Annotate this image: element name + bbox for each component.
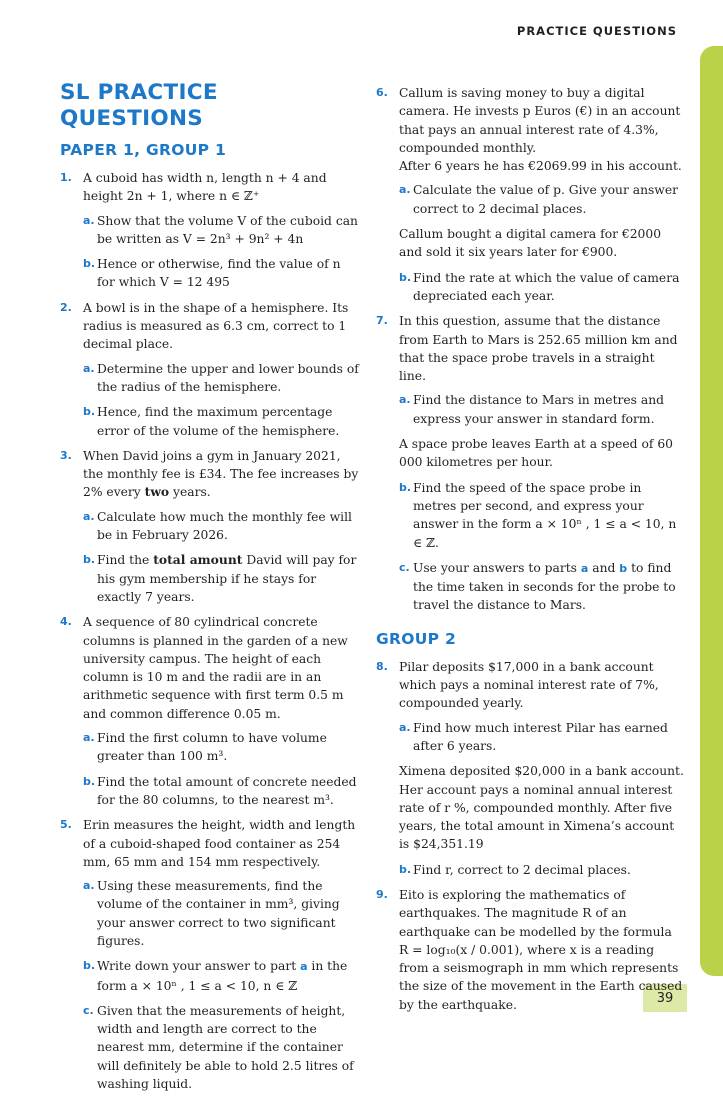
question-8-part-b	[376, 861, 684, 879]
part-text: Given that the measurements of height, width and length are correct to the nearest mm, determine if the container will definitely be able to hold 2.5 litres of washing liquid.	[97, 1003, 354, 1092]
part-label: a.	[399, 720, 411, 734]
question-stem: Pilar deposits $17,000 in a bank account which pays a nominal interest rate of 7%, compounded yearly.	[399, 659, 659, 711]
part-label: b.	[399, 862, 412, 876]
question-stem-end: years.	[169, 485, 211, 500]
question-stem: A cuboid has width n, length n + 4 and height 2n + 1, where n ∈ ℤ⁺	[83, 171, 327, 204]
part-text: Find the distance to Mars in metres and express your answer in standard form.	[413, 393, 665, 426]
part-text: Use your answers to parts	[413, 560, 581, 575]
question-6-part-a	[376, 181, 684, 218]
part-reference-b: b	[619, 561, 628, 575]
question-number: 4.	[60, 615, 72, 629]
part-label: b.	[399, 270, 412, 284]
part-label: a.	[399, 393, 411, 407]
part-label: b.	[83, 405, 96, 419]
question-3-part-b	[60, 551, 360, 606]
question-6-part-b	[376, 269, 684, 306]
question-4-part-a	[60, 729, 360, 766]
question-4-part-b	[60, 773, 360, 810]
question-6-context: Callum bought a digital camera for €2000 and sold it six years later for €900.	[399, 227, 662, 260]
part-text: Find the first column to have volume greater than 100 m³.	[97, 731, 327, 764]
question-stem: Erin measures the height, width and length of a cuboid-shaped food container as 254 mm, 65 mm and 154 mm respectively.	[83, 818, 356, 869]
part-label: a.	[83, 731, 95, 745]
part-reference-a: a	[580, 561, 589, 575]
question-stem-continued: After 6 years he has €2069.99 in his account.	[399, 159, 682, 174]
question-stem: Eito is exploring the mathematics of earthquakes. The magnitude R of an earthquake can be modelled by the formula R = log₁₀(x / 0.001),	[399, 887, 672, 957]
page-title: SL PRACTICE QUESTIONS	[60, 80, 218, 131]
part-label: b.	[83, 959, 96, 973]
part-label: a.	[83, 879, 95, 893]
part-text: Hence, find the maximum percentage error of the volume of the hemisphere.	[97, 405, 340, 438]
question-stem: In this question, assume that the distance from Earth to Mars is 252.65 million km and that the space probe travels in a straight line.	[399, 314, 678, 384]
question-stem-continued: where x is a reading from a seismograph in mm which represents the size of the movement in the Earth caused by the earthquake.	[399, 942, 683, 1012]
question-2-part-b	[60, 403, 360, 440]
question-9	[376, 886, 684, 1014]
question-2-part-a	[60, 360, 360, 397]
question-1	[60, 169, 360, 206]
part-text: Find how much interest Pilar has earned after 6 years.	[413, 720, 668, 753]
part-text: Calculate the value of p. Give your answer correct to 2 decimal places.	[413, 183, 678, 216]
question-1-part-b	[60, 255, 360, 292]
question-4	[60, 613, 360, 723]
side-accent-bar	[700, 46, 723, 976]
part-text: Using these measurements, find the volume of the container in mm³, giving your answer correct to two significant figures.	[97, 879, 340, 948]
question-7-part-a	[376, 391, 684, 428]
part-label: b.	[399, 480, 412, 494]
page-number: 39	[643, 984, 687, 1012]
part-label: b.	[83, 257, 96, 271]
question-number: 9.	[376, 887, 388, 901]
question-7-part-c	[376, 559, 684, 615]
part-text-end: David will pay for his gym membership if he stays for exactly 7 years.	[97, 553, 357, 604]
question-stem: A sequence of 80 cylindrical concrete columns is planned in the garden of a new university campus. The height of each column is 10 m and the radii are in an arithmetic sequence with first term 0.5 m and common difference 0.05 m.	[83, 615, 348, 721]
question-7-context: A space probe leaves Earth at a speed of 60 000 kilometres per hour.	[399, 437, 673, 470]
part-text: Calculate how much the monthly fee will be in February 2026.	[97, 509, 352, 543]
part-label: a.	[83, 361, 95, 375]
question-7-part-b	[376, 479, 684, 552]
paper-heading: PAPER 1, GROUP 1	[60, 141, 227, 159]
part-label: a.	[399, 183, 411, 197]
question-number: 3.	[60, 448, 72, 462]
group-2-heading: GROUP 2	[376, 629, 457, 648]
question-5-part-c	[60, 1002, 360, 1093]
part-text-end: in the form a × 10ⁿ , 1 ≤ a < 10, n ∈ ℤ	[97, 959, 348, 993]
question-8-context: Ximena deposited $20,000 in a bank account. Her account pays a nominal annual interest rate of r %, compounded monthly. After five years, the total amount in Ximena’s account is $24,351.19	[399, 764, 684, 852]
part-text: Find r, correct to 2 decimal places.	[413, 862, 631, 877]
question-stem: A bowl is in the shape of a hemisphere. Its radius is measured as 6.3 cm, correct to 1 decimal place.	[83, 300, 349, 352]
question-1-part-a	[60, 212, 360, 249]
part-label: c.	[83, 1003, 94, 1017]
right-column	[376, 84, 684, 1020]
question-number: 5.	[60, 818, 72, 832]
part-label: a.	[83, 213, 95, 227]
part-text: Hence or otherwise, find the value of n for which V = 12 495	[97, 257, 341, 290]
emphasis: total amount	[153, 552, 243, 568]
part-text-and: and	[588, 560, 620, 575]
question-number: 7.	[376, 314, 388, 328]
part-label: c.	[399, 560, 410, 574]
question-8	[376, 658, 684, 713]
emphasis: two	[144, 484, 170, 500]
question-2	[60, 299, 360, 354]
question-5-part-b	[60, 957, 360, 995]
question-5	[60, 816, 360, 871]
question-number: 8.	[376, 659, 388, 673]
part-label: b.	[83, 553, 96, 567]
part-text: Write down your answer to part	[97, 959, 301, 974]
part-text: Show that the volume V of the cuboid can be written as V = 2n³ + 9n² + 4n	[97, 213, 358, 246]
part-text: Find the speed of the space probe in metres per second, and express your answer in the form a × 10ⁿ , 1 ≤ a < 10, n ∈ ℤ.	[413, 480, 677, 550]
question-3	[60, 447, 360, 502]
question-3-part-a	[60, 508, 360, 545]
part-text: Determine the upper and lower bounds of the radius of the hemisphere.	[97, 361, 359, 394]
part-reference: a	[300, 960, 308, 974]
left-column	[60, 80, 360, 1100]
part-label: a.	[83, 509, 95, 523]
question-number: 6.	[376, 86, 388, 99]
part-label: b.	[83, 774, 96, 788]
question-8-part-a	[376, 719, 684, 756]
question-number: 1.	[60, 171, 72, 184]
part-text: Find the total amount of concrete needed for the 80 columns, to the nearest m³.	[97, 774, 357, 807]
question-6	[376, 84, 684, 175]
running-header: PRACTICE QUESTIONS	[516, 24, 677, 38]
question-stem: When David joins a gym in January 2021, the monthly fee is £34. The fee increases by 2% every	[83, 448, 359, 500]
part-text: Find the rate at which the value of camera depreciated each year.	[413, 270, 680, 303]
question-7	[376, 312, 684, 385]
question-5-part-a	[60, 877, 360, 950]
question-number: 2.	[60, 300, 72, 314]
part-text: Find the	[97, 553, 154, 568]
question-stem: Callum is saving money to buy a digital camera. He invests p Euros (€) in an account that pays an annual interest rate of 4.3%, compounded monthly.	[399, 86, 681, 155]
part-text-end: to find the time taken in seconds for the probe to travel the distance to Mars.	[413, 560, 676, 613]
